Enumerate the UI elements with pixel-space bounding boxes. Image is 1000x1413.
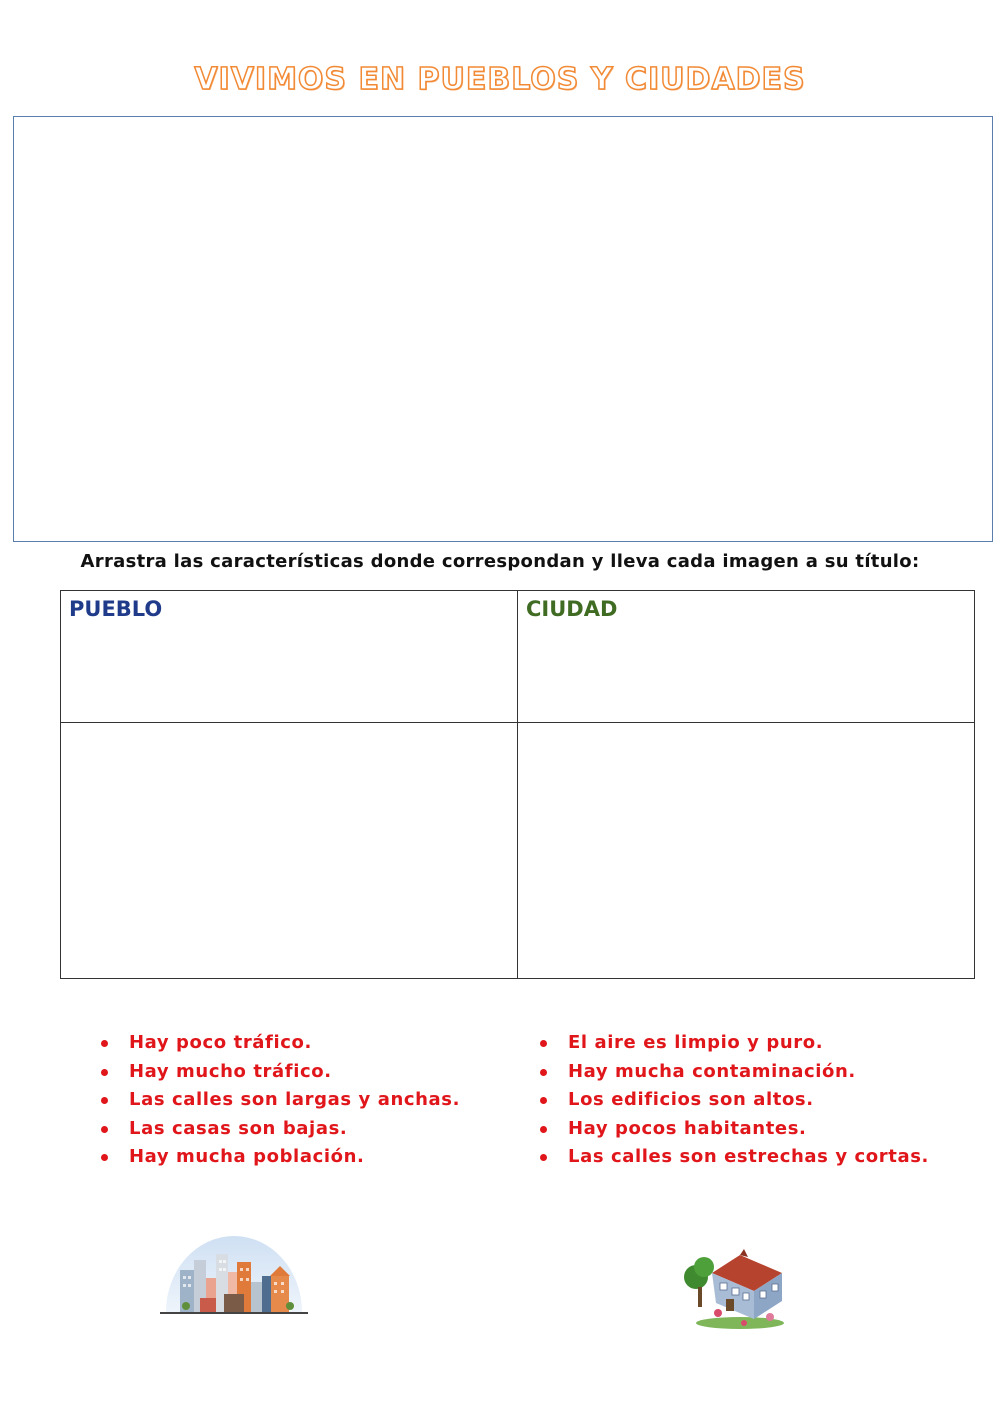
feature-item[interactable]: Las casas son bajas.	[97, 1115, 460, 1144]
ciudad-header-cell[interactable]	[518, 591, 974, 723]
feature-list-right	[536, 1029, 929, 1172]
ciudad-drop-zone[interactable]	[518, 723, 974, 978]
feature-item[interactable]: Hay poco tráfico.	[97, 1029, 460, 1058]
media-embed-area	[13, 116, 993, 542]
feature-item[interactable]: Las calles son estrechas y cortas.	[536, 1143, 929, 1172]
feature-item[interactable]: Hay mucha contaminación.	[536, 1058, 929, 1087]
feature-item[interactable]: Los edificios son altos.	[536, 1086, 929, 1115]
feature-item[interactable]: Hay pocos habitantes.	[536, 1115, 929, 1144]
house-image[interactable]	[682, 1243, 786, 1329]
page-title: VIVIMOS EN PUEBLOS Y CIUDADES	[194, 62, 806, 97]
feature-item[interactable]: El aire es limpio y puro.	[536, 1029, 929, 1058]
city-skyline-image[interactable]	[158, 1232, 310, 1318]
pueblo-label: PUEBLO	[69, 597, 163, 621]
pueblo-header-cell[interactable]	[61, 591, 518, 723]
feature-item[interactable]: Las calles son largas y anchas.	[97, 1086, 460, 1115]
ciudad-label: CIUDAD	[526, 597, 618, 621]
pueblo-drop-zone[interactable]	[61, 723, 518, 978]
sorting-table	[60, 590, 975, 979]
feature-item[interactable]: Hay mucho tráfico.	[97, 1058, 460, 1087]
feature-list-left	[97, 1029, 460, 1172]
feature-item[interactable]: Hay mucha población.	[97, 1143, 460, 1172]
instructions-text: Arrastra las características donde correspondan y lleva cada imagen a su título:	[80, 551, 920, 572]
